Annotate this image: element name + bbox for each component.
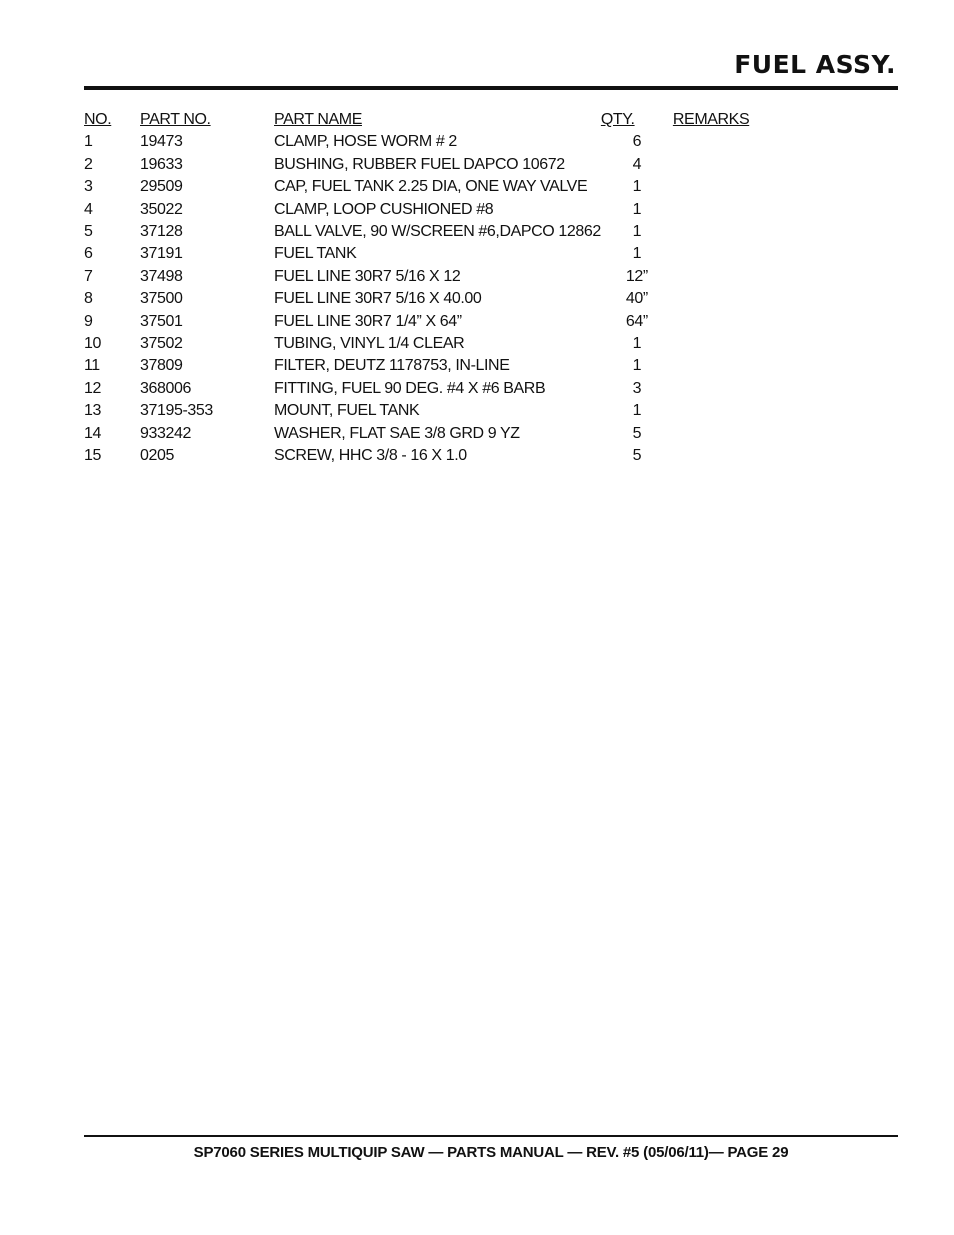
cell-qty: 1 [632,223,642,241]
page-footer: SP7060 SERIES MULTIQUIP SAW — PARTS MANUAL — REV. #5 (05/06/11)— PAGE 29 [193,1144,789,1161]
cell-remarks [673,423,813,445]
cell-qty: 1 [632,402,642,420]
table-row [84,288,813,310]
cell-part-no: 933242 [140,424,191,442]
cell-part-no: 19633 [140,155,183,173]
column-header-part-name: PART NAME [274,111,362,128]
table-row [84,333,813,355]
cell-part-name: CLAMP, LOOP CUSHIONED #8 [274,200,494,218]
table-row [84,400,813,422]
table-row [84,131,813,153]
cell-remarks [673,400,813,422]
cell-part-no: 37502 [140,335,183,353]
cell-part-no: 37498 [140,267,183,285]
cell-remarks [673,199,813,221]
cell-no: 6 [84,245,93,263]
cell-part-name: CAP, FUEL TANK 2.25 DIA, ONE WAY VALVE [274,178,588,196]
cell-part-name: FUEL LINE 30R7 5/16 X 12 [274,267,461,285]
cell-no: 4 [84,200,93,218]
cell-part-no: 37191 [140,245,183,263]
cell-part-name: FUEL LINE 30R7 5/16 X 40.00 [274,290,482,308]
cell-part-name: FILTER, DEUTZ 1178753, IN-LINE [274,357,510,375]
column-header-part-no: PART NO. [140,111,211,128]
cell-remarks [673,266,813,288]
cell-remarks [673,176,813,198]
column-header-no: NO. [84,111,112,128]
cell-no: 5 [84,223,93,241]
footer-divider [84,1135,898,1137]
cell-part-no: 0205 [140,447,174,465]
cell-part-no: 37195-353 [140,402,213,420]
page-title: FUEL ASSY. [734,50,896,79]
cell-part-no: 37501 [140,312,183,330]
cell-qty: 1 [632,335,642,353]
table-row [84,243,813,265]
table-row [84,445,813,467]
cell-part-name: CLAMP, HOSE WORM # 2 [274,133,457,151]
cell-qty: 64” [625,312,648,330]
cell-no: 3 [84,178,93,196]
cell-part-no: 37500 [140,290,183,308]
parts-table-body [84,131,813,467]
cell-qty: 6 [632,133,642,151]
cell-part-name: BALL VALVE, 90 W/SCREEN #6,DAPCO 12862 [274,223,601,241]
cell-part-name: FUEL LINE 30R7 1/4” X 64” [274,312,462,330]
cell-no: 12 [84,379,101,397]
cell-part-name: BUSHING, RUBBER FUEL DAPCO 10672 [274,155,565,173]
cell-qty: 4 [632,155,642,173]
cell-part-no: 37128 [140,223,183,241]
cell-no: 11 [84,357,100,375]
cell-qty: 5 [632,447,642,465]
table-row [84,199,813,221]
cell-no: 13 [84,402,101,420]
table-row [84,154,813,176]
cell-remarks [673,333,813,355]
cell-qty: 1 [632,357,642,375]
table-row [84,266,813,288]
cell-remarks [673,445,813,467]
cell-part-no: 19473 [140,133,183,151]
cell-no: 15 [84,447,101,465]
cell-remarks [673,378,813,400]
cell-remarks [673,131,813,153]
table-row [84,311,813,333]
cell-qty: 1 [632,245,642,263]
table-row [84,355,813,377]
cell-no: 2 [84,155,93,173]
parts-table [84,109,813,468]
cell-remarks [673,355,813,377]
cell-part-name: FITTING, FUEL 90 DEG. #4 X #6 BARB [274,379,546,397]
cell-part-name: SCREW, HHC 3/8 - 16 X 1.0 [274,447,467,465]
cell-qty: 12” [625,267,648,285]
table-row [84,221,813,243]
cell-part-name: FUEL TANK [274,245,357,263]
cell-qty: 5 [632,424,642,442]
cell-qty: 40” [625,290,648,308]
cell-qty: 3 [632,379,642,397]
cell-no: 8 [84,290,93,308]
cell-no: 7 [84,267,93,285]
header-divider [84,86,898,90]
cell-remarks [673,311,813,333]
cell-part-no: 35022 [140,200,183,218]
cell-remarks [673,154,813,176]
table-header-row [84,109,813,131]
cell-remarks [673,288,813,310]
cell-qty: 1 [632,200,642,218]
cell-part-no: 29509 [140,178,183,196]
cell-no: 10 [84,335,101,353]
cell-qty: 1 [632,178,642,196]
cell-no: 14 [84,424,101,442]
cell-part-no: 368006 [140,379,191,397]
cell-no: 9 [84,312,93,330]
cell-remarks [673,221,813,243]
column-header-remarks: REMARKS [672,111,750,128]
table-row [84,176,813,198]
cell-part-name: MOUNT, FUEL TANK [274,402,420,420]
cell-no: 1 [84,133,93,151]
table-row [84,378,813,400]
cell-part-name: WASHER, FLAT SAE 3/8 GRD 9 YZ [274,424,520,442]
cell-part-no: 37809 [140,357,183,375]
cell-remarks [673,243,813,265]
cell-part-name: TUBING, VINYL 1/4 CLEAR [274,335,465,353]
table-row [84,423,813,445]
column-header-qty: QTY. [600,111,635,128]
